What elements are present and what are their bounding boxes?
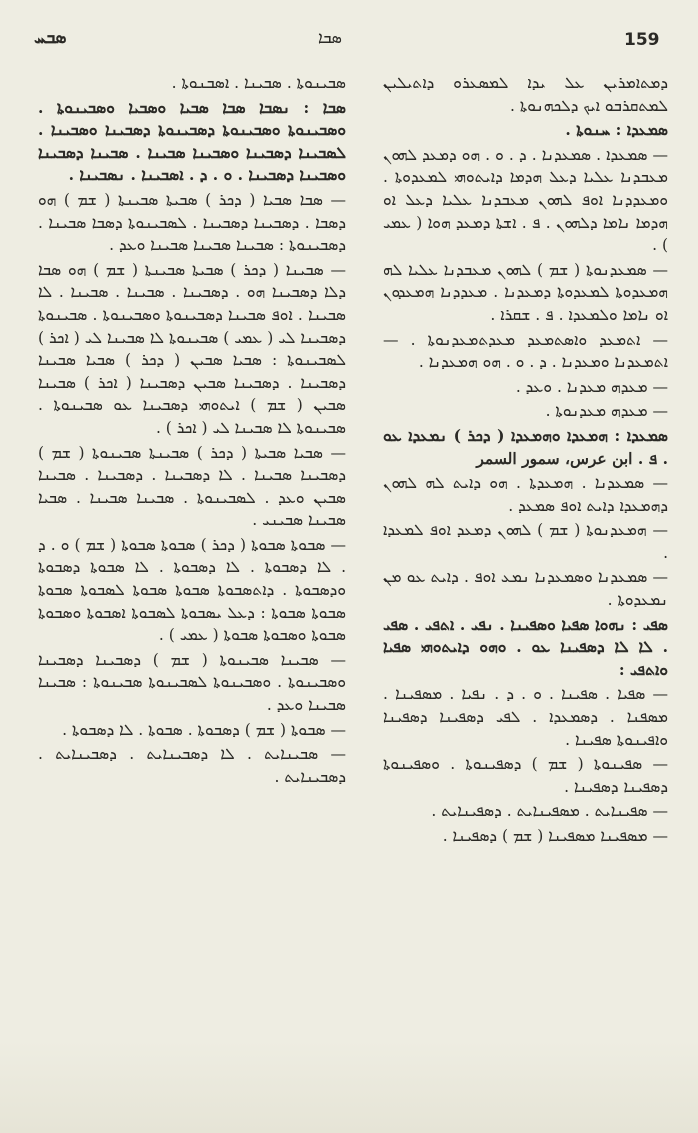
entry: — ܡܥܕܗ ܡܥܕܢܘܬܐ .	[545, 402, 668, 421]
entry: ܣܒܝܢܘܬܐ . ܣܒܝܢܐ . ܐܣܒܢܘܬܐ .	[171, 74, 346, 92]
entry: — ܣܡܥܕܢܘܬܐ ( ܫܡ ) ܠܗܘܢ ܡܥܒܕܢܐ ܥܠܝܐ ܠܗ ܗܡܥܕܘܬܐ ܠܡܥܕܘܬܐ ܕܡܥܕܢܐ . ܡܥܕܕܢܐ ܗܡܥܕܘܢ ܐܘ ܢܐܡܐ ܘܠܡܥܕܐ . ܦ . ܫܩܪܐ .	[383, 260, 668, 324]
entry: ܕܡܬܐܡܪܝܢ ܥܠ ܝܕܐ ܠܡܣܥܪܘ ܕܐܬܝܠܝܢ ܠܡܬܩܪܒܘ ܐܝܟ ܕܠܟܗܢܘܬܐ .	[383, 74, 668, 115]
entry: — ܡܣܦܝܢܐ ܡܣܦܝܢܐ ( ܫܡ ) ܕܣܦܝܢܐ .	[442, 827, 668, 845]
entry: — ܣܒܝܐ ܣܒܝܬܐ ( ܕܟܪ ) ܣܒܝܢܬܐ ܣܒܝܢܘܬܐ ( ܫܡ ) ܕܣܒܝܢܐ ܣܒܝܢܐ . ܠܐ ܕܣܒܝܢܐ . ܕܣܒܝܢܐ . ܣܒܝܢܐ ܣܒܝܢ ܘܥܕ . ܠܣܒܝܢܘܬܐ . ܣܒܝܢܐ ܣܒܝܢܐ . ܣܒܝܐ ܣܒܝܢܐ ܣܒܝܢܝ .	[38, 443, 346, 530]
entry: — ܣܦܝܢܐܝܬ . ܡܣܦܝܢܐܝܬ . ܕܣܦܝܢܐܝܬ .	[431, 802, 668, 821]
entry: — ܣܒܐ ܣܒܝܐ ( ܕܟܪ ) ܣܒܝܬܐ ܣܒܝܢܬܐ ( ܫܡ ) ܗܘ ܕܣܒܐ . ܕܣܒܝܢܐ ܕܣܒܝܢܐ . ܠܣܒܝܢܘܬܐ ܕܣܒܐ ܣܒܝܢܐ . ܕܣܒܝܢܘܬܐ : ܣܒܝܢܐ ܣܒܝܢܐ ܣܒܝܢܐ ܘܥܕ .	[38, 190, 346, 255]
entry: — ܗܡܥܕܢܘܬܐ ( ܫܡ ) ܠܗܘܢ ܕܡܥܕ ܐܘܦ ܠܡܥܕܐ .	[383, 521, 668, 562]
entry: — ܣܡܥܕܢܐ . ܗܡܥܕܬܐ . ܗܘ ܕܐܝܬ ܠܗ ܠܗܘܢ ܕܗܡܥܕܐ ܕܐܝܬ ܐܘܦ ܣܡܥܕ .	[383, 474, 668, 515]
left-column	[38, 72, 346, 790]
entry-headword: ܣܡܥܕܐ : ܚܢܘܬܐ .	[565, 120, 668, 140]
entry-headword: ܣܒܐ : ܢܣܒܐ ܣܒܐ ܣܒܝܐ ܘܣܒܝܐ ܘܣܒܝܢܘܬܐ . ܘܣܒܝܢܘܬܐ ܘܣܒܝܢܘܬܐ ܕܣܒܝܢܘܬܐ ܕܣܒܝܢܐ ܘܣܒܝܢܐ . ܠܣܒܝܢܐ ܕܣܒܝܢܐ ܘܣܒܝܢܐ ܣܒܝܢܐ . ܣܒܝܢܐ ܕܣܒܝܢܐ ܘܣܒܝܢܐ ܕܣܒܝܢܐ . ܘ . ܕ . ܐܣܒܝܢܐ . ܢܣܒܝܢܐ .	[38, 97, 346, 185]
entry: — ܣܒܘܬܐ ܣܒܘܬܐ ( ܕܟܪ ) ܣܒܘܬܐ ܣܒܘܬܐ ( ܫܡ ) ܘ . ܕ . ܠܐ ܕܣܒܘܬܐ . ܠܐ ܕܣܒܘܬܐ . ܠܐ ܣܒܘܬܐ ܕܣܒܘܬܐ ܘܕܣܒܘܬܐ . ܕܐܬܣܒܘܬܐ ܣܒܘܬܐ ܣܒܘܬܐ ܠܣܒܘܬܐ ܣܒܘܬܐ ܣܒܘܬܐ ܣܒܘܬܐ : ܕܥܠ ܝܣܒܘܬܐ ܠܣܒܘܬܐ ܐܣܒܘܬܐ ܘܣܒܘܬܐ ܣܒܘܬܐ ܘܣܒܘܬܐ ܣܒܘܬܐ ( ܥܡܝ ) .	[38, 535, 346, 645]
entry: — ܣܦܝܐ . ܣܦܝܢܐ . ܘ . ܕ . ܢܦܝܐ . ܡܣܦܝܢܐ . ܡܣܦܢܐ . ܕܣܡܥܕܐ . ܠܦܝ ܕܣܦܝܢܐ ܕܣܦܝܢܐ ܘܐܦܝܢܘܬܐ ܣܦܝܢܐ .	[383, 685, 668, 749]
entry: — ܣܡܥܕܢܐ ܘܣܡܥܕܢܐ ܢܡܥ ܐܘܦ . ܕܐܝܬ ܥܘ ܡܢ ܢܡܥܕܘܬܐ .	[383, 568, 668, 610]
entry: — ܣܦܝܢܘܬܐ ( ܫܡ ) ܕܣܦܝܢܘܬܐ . ܘܣܦܝܢܘܬܐ ܕܣܦܝܢܐ ܕܣܦܝܢܐ .	[383, 755, 668, 796]
entry: — ܣܒܝܢܐܝܬ . ܠܐ ܕܣܒܝܢܐܝܬ . ܕܣܒܝܢܐܝܬ . ܕܣܒܝܢܐܝܬ .	[38, 745, 346, 786]
running-head-left: ܣܒܚ	[34, 28, 67, 48]
page-number: 159	[624, 30, 660, 50]
right-column	[383, 72, 668, 850]
page-bottom-margin	[0, 1040, 698, 1133]
running-head-center: ܣܒܐ	[318, 28, 342, 47]
entry-headword: ܣܦܝ : ܢܗܘܐ ܣܦܝܐ ܘܣܦܝܢܐ . ܢܦܝ . ܐܬܦܝ . ܣܦܝ . ܠܐ ܠܐ ܕܣܦܝܢܐ ܥܘ . ܘܗܘ ܕܐܝܬܘܗܝ ܣܦܝܐ ܘܐܬܦܝ :	[383, 614, 668, 679]
page-header	[0, 22, 698, 58]
entry: — ܣܒܝܢܐ ( ܕܟܪ ) ܣܒܝܬܐ ܣܒܝܢܬܐ ( ܫܡ ) ܗܘ ܣܒܐ ܕܠܐ ܕܣܒܝܢܐ ܗܘ . ܕܣܒܝܢܐ . ܣܒܝܢܐ . ܣܒܝܢܐ . ܠܐ ܣܒܝܢܐ . ܐܘܦ ܣܒܝܢܐ ܕܣܒܝܢܘܬܐ ܘܣܒܝܢܘܬܐ . ܣܒܝܢܘܬܐ ܕܣܒܝܢܐ ܠܝ ( ܥܡܝ ) ܣܒܝܢܘܬܐ ܠܐ ܣܒܝܢܐ ܠܝ ( ܐܟܪ ) ܠܣܒܝܢܘܬܐ : ܣܒܝܐ ܣܒܝܢ ( ܕܟܪ ) ܣܒܝܐ ܣܒܝܢܐ ܕܣܒܝܢܐ . ܕܣܒܝܢܐ ܣܒܝܢ ܕܣܒܝܢܐ ( ܐܟܪ ) ܣܒܝܢܐ ܣܒܝܢ ( ܫܡ ) ܐܝܬܘܗܝ ܕܣܒܝܢܐ ܥܘ ܣܒܝܢܘܬܐ . ܣܒܝܢܘܬܐ ܠܐ ܣܒܝܢܐ ܠܝ ( ܐܟܪ ) .	[38, 260, 346, 437]
entry-headword: ܣܡܥܕܐ : ܗܡܥܕܐ ܘܗܡܥܕܐ ( ܕܟܪ ) ܢܡܥܕܐ ܥܘ . ܦ . ابن عرس، سمور السمر	[383, 425, 668, 468]
entry: — ܡܥܕܗ ܡܥܕܢܐ . ܘܥܕ .	[515, 377, 668, 396]
entry: — ܣܡܥܕܐ . ܣܡܥܕܢܐ . ܕ . ܘ . ܗܘ ܕܡܥܕ ܠܗܘܢ ܡܥܒܕܢܐ ܥܠܝܐ ܕܥܠ ܗܕܡܐ ܕܐܝܬܘܗܝ ܠܡܥܕܘܬܐ . ܘܡܥܕܕܢܐ ܐܘܦ ܠܗܘܢ ܡܥܒܕܢܐ ܥܠܝܐ ܕܥܠ ܐܘ ܗܕܡܐ ܢܐܡܐ ܕܠܗܘܢ . ܦ . ܐܫܬܐ ܕܡܥܕ ܗܘܐ ( ܥܡܝ ) .	[383, 145, 668, 255]
entry: — ܣܒܝܢܐ ܣܒܝܢܘܬܐ ( ܫܡ ) ܕܣܒܝܢܐ ܕܣܒܝܢܐ ܘܣܒܝܢܘܬܐ . ܘܣܒܝܢܘܬܐ ܠܣܒܝܢܘܬܐ ܣܒܝܢܘܬܐ : ܣܒܝܢܐ ܣܒܝܢܐ ܘܥܕ .	[38, 650, 346, 715]
entry: — ܣܒܘܬܐ ( ܫܡ ) ܕܣܒܘܬܐ . ܣܒܘܬܐ . ܠܐ ܕܣܒܘܬܐ .	[62, 720, 346, 739]
entry: — ܐܬܡܥܕ ܘܐܣܬܡܥܕ ܡܥܕܬܡܥܕܢܘܬܐ . — ܐܬܡܥܕܢܐ ܘܡܥܕܢܐ . ܕ . ܘ . ܗܘ ܗܡܥܕܢܐ .	[383, 330, 668, 372]
